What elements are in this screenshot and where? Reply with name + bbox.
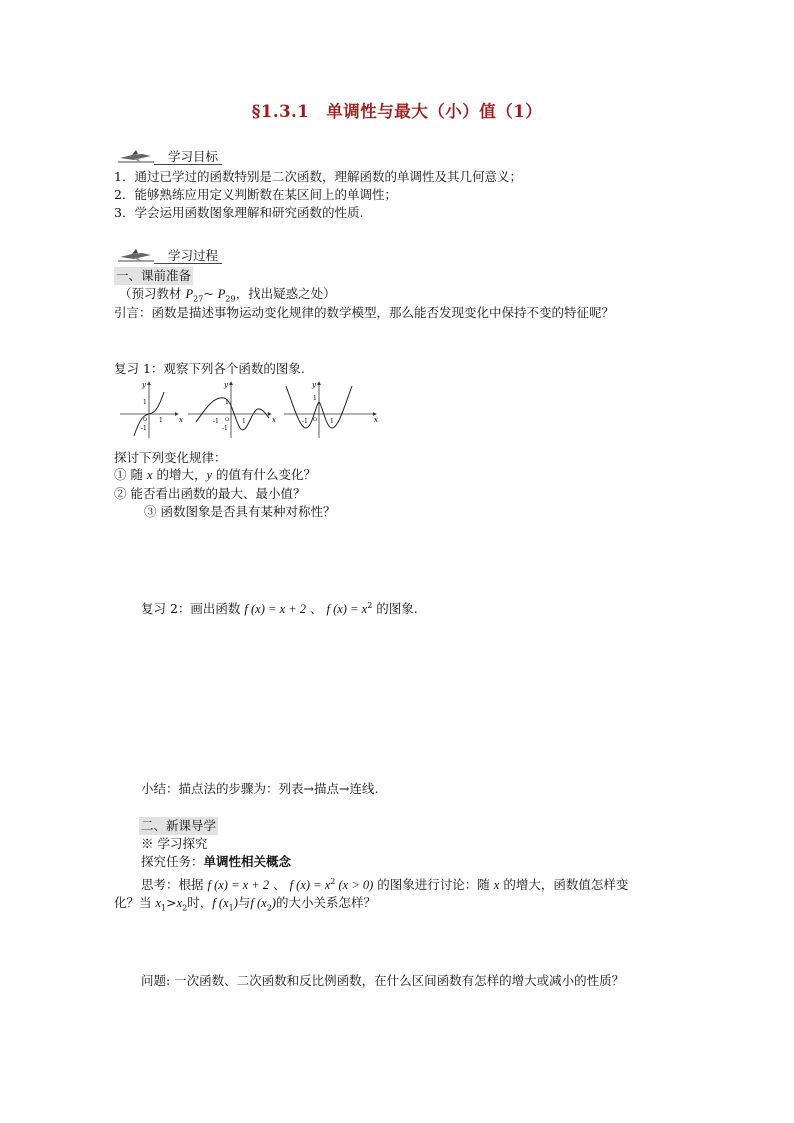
g2-y-label: y	[224, 381, 228, 389]
g3-y-label: y	[312, 381, 316, 389]
goals-heading	[118, 148, 222, 165]
g2-x-label: x	[272, 416, 276, 424]
graph-3	[284, 381, 378, 438]
process-heading	[118, 247, 222, 264]
g1-y-label: y	[142, 381, 146, 389]
airplane-icon	[118, 148, 154, 164]
g1-origin: O	[143, 417, 148, 423]
part2-heading: 二、新课导学	[141, 818, 217, 833]
g2-tick-m1: -1	[222, 425, 228, 432]
goal-item-1: 1．通过已学过的函数特别是二次函数，理解函数的单调性及其几何意义；	[114, 169, 522, 184]
g3-x-label: x	[374, 416, 378, 424]
intro-text: 引言：函数是描述事物运动变化规律的数学模型，那么能否发现变化中保持不变的特征呢？	[114, 305, 615, 320]
study-heading: ※ 学习探究	[141, 836, 208, 851]
g1-tick-x1: 1	[159, 417, 163, 424]
think-line-1: 思考：根据 f (x) = x + 2 、 f $(x) = x^2$ (x > 0) 的图象进行讨论：随 x 的增大，函数值怎样变	[141, 877, 629, 893]
g1-tick-m1: -1	[141, 425, 147, 432]
g2-tick-xm1: -1	[213, 418, 219, 425]
g3-tick-xm1: -1	[302, 418, 308, 425]
think-line-2: 化？当 $x_1>x_2$时，f $(x_1)$与f $(x_2)$的大小关系怎样？	[114, 895, 376, 913]
question-3: ③ 函数图象是否具有某种对称性？	[144, 504, 336, 519]
review2-text: 复习 2：画出函数 f (x) = x + 2 、 f $(x) = x^2$ 的图象.	[141, 601, 418, 617]
graph-1	[120, 381, 183, 438]
g2-origin: O	[225, 417, 230, 423]
question-2: ② 能否看出函数的最大、最小值？	[114, 486, 306, 501]
g2-tick-1: 1	[225, 399, 229, 406]
page-title: §1.3.1 单调性与最大（小）值（1）	[251, 102, 543, 121]
preview-note: （预习教材 $P_{27}\sim$ $P_{29}$，找出疑惑之处）	[119, 286, 336, 304]
summary-text: 小结：描点法的步骤为：列表→描点→连线.	[141, 781, 379, 796]
question-1: ① 随 x 的增大，y 的值有什么变化？	[114, 467, 317, 482]
goal-item-2: 2．能够熟练应用定义判断数在某区间上的单调性；	[114, 187, 397, 202]
goals-heading-label: 学习目标	[154, 149, 222, 165]
graph-2	[188, 381, 276, 438]
question-text: 问题: 一次函数、二次函数和反比例函数，在什么区间函数有怎样的增大或减小的性质？	[141, 973, 625, 988]
g3-tick-1: 1	[313, 395, 317, 402]
g1-tick-1: 1	[143, 399, 147, 406]
function-graphs	[116, 378, 386, 440]
review1-text: 复习 1：观察下列各个函数的图象.	[114, 361, 305, 376]
g2-tick-x1: 1	[242, 418, 246, 425]
g1-x-label: x	[179, 416, 183, 424]
process-heading-label: 学习过程	[154, 248, 222, 264]
g3-tick-x1: 1	[330, 418, 334, 425]
explore-title: 探讨下列变化规律：	[114, 450, 227, 465]
goal-item-3: 3．学会运用函数图象理解和研究函数的性质.	[114, 205, 364, 220]
part1-heading: 一、课前准备	[116, 268, 192, 283]
g3-origin: O	[313, 417, 318, 423]
airplane-icon	[118, 247, 154, 263]
task-heading: 探究任务：单调性相关概念	[141, 854, 292, 869]
